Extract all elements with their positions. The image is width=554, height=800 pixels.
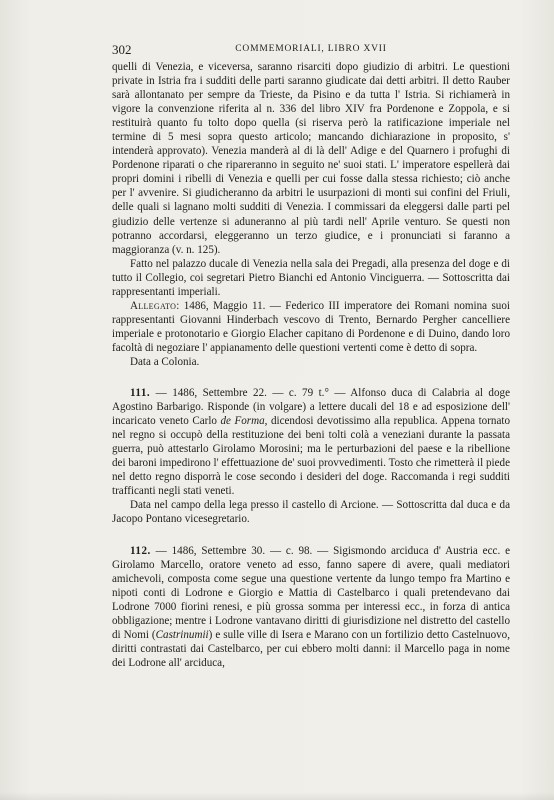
entry-111: [112, 386, 510, 498]
page-body: [112, 60, 510, 670]
allegato-label: Allegato: [130, 299, 177, 312]
allegato-date: Data a Colonia.: [130, 355, 200, 368]
page-number: 302: [112, 42, 132, 57]
entry-111-text-b: , dicendosi devotissimo alla republica. Appena tornato nel regno si occupò della restituzione dei beni tolti colà a veneziani durante la passata guerra, può attestarlo Girolamo Morosini; ma le perturbazioni del paese e la ribellione dei baroni impedirono l' effettuazione de' suoi provvedimenti. Tosto che rimetterà il piede nel detto regno disporrà le cose secondo i desideri del doge. Raccomanda i regi sudditi trafficanti negli stati veneti.: [112, 415, 510, 498]
entry-112: [112, 544, 510, 670]
running-title: COMMEMORIALI, LIBRO XVII: [235, 44, 387, 54]
allegato-text: : 1486, Maggio 11. — Federico III imperatore dei Romani nomina suoi rappresentanti Giovanni Hinderbach vescovo di Trento, Bernardo Pergher cancelliere imperiale e protonotario e Giorgio Elacher capitano di Pordenone e di Duino, dando loro facoltà di negoziare l' appianamento delle questioni vertenti come è detto di sopra.: [112, 299, 510, 354]
entry-111-text-a: — 1486, Settembre 22. — c. 79 t.° — Alfonso duca di Calabria al doge Agostino Barbarigo. Risponde (in volgare) a lettere ducali del 18 e ad esposizione dell' incaricato veneto Carlo: [112, 387, 510, 428]
entry-111-closing: Data nel campo della lega presso il castello di Arcione. — Sottoscritta dal duca e da Jacopo Pontano vicesegretario.: [112, 499, 510, 526]
entry-111-number: 111.: [130, 387, 151, 400]
signature-paragraph: Fatto nel palazzo ducale di Venezia nella sala dei Pregadi, alla presenza del doge e di tutto il Collegio, coi segretari Pietro Bianchi ed Antonio Vinciguerra. — Sottoscritta dai rappresentanti imperiali.: [112, 257, 510, 298]
page-header: [112, 42, 510, 58]
entry-112-text-b: ) e sulle ville di Isera e Marano con un fortilizio detto Castelnuovo, diritti contrastati dai Castelbarco, per cui ebbero molti danni: il Marcello paga in nome dei Lodrone all' arciduca,: [112, 628, 511, 669]
entry-separator: [112, 369, 510, 386]
entry-112-italic: Castrinumii: [155, 628, 209, 641]
entry-111-italic: de Forma: [220, 415, 265, 428]
scan-shadow: [0, 792, 554, 800]
continuation-paragraph: quelli di Venezia, e viceversa, saranno risarciti dopo giudizio di arbitri. Le questioni private in Istria fra i sudditi delle parti saranno giudicate dai detti arbitri. Il detto Rauber sarà allontanato per sempre da Trieste, da Pisino e da tutta l' Istria. Si richiamerà in vigore la convenzione riferita al n. 336 del libro XIV fra Pordenone e Zoppola, e si restituirà quanto fu tolto dopo quella (si riserva però la ratificazione imperiale nel termine di 5 mesi sopra questo articolo; mancando dichiarazione in proposito, s' intenderà approvato). Venezia manderà al di là dell' Adige e del Quarnero i profughi di Pordenone riparati o che ripareranno in seguito ne' suoi stati. L' imperatore espellerà dai propri domini i ribelli di Venezia e quelli per cui fosse dalla stessa richiesto; ciò anche per l' avvenire. Si giudicheranno da arbitri le usurpazioni di monti sui confini del Friuli, delle quali si lagnano molti sudditi di Venezia. I commissari da eleggersi dalle parti pel giudizio delle vertenze si aduneranno al più tardi nell' Aprile venturo. Se questi non potranno accordarsi, eleggeranno un terzo giudice, e i pronunciati si faranno a maggioranza (v. n. 125).: [112, 61, 510, 256]
allegato-paragraph: [112, 299, 510, 355]
entry-separator: [112, 527, 510, 544]
entry-112-number: 112.: [130, 544, 151, 557]
entry-112-text-a: — 1486, Settembre 30. — c. 98. — Sigismondo arciduca d' Austria ecc. e Girolamo Marcello, oratore veneto ad esso, fanno sapere di avere, quali mediatori amichevoli, composta come segue una questione vertente da lungo tempo fra Martino e nipoti conti di Lodrone e Giorgio e Mattia di Castelbarco i quali pretendevano dai Lodrone 7000 fiorini renesi, e più grossa somma per interessi ecc., in forza di antica obbligazione; mentre i Lodrone vantavano diritti di giurisdizione nel distretto del castello di Nomi (: [112, 544, 510, 641]
